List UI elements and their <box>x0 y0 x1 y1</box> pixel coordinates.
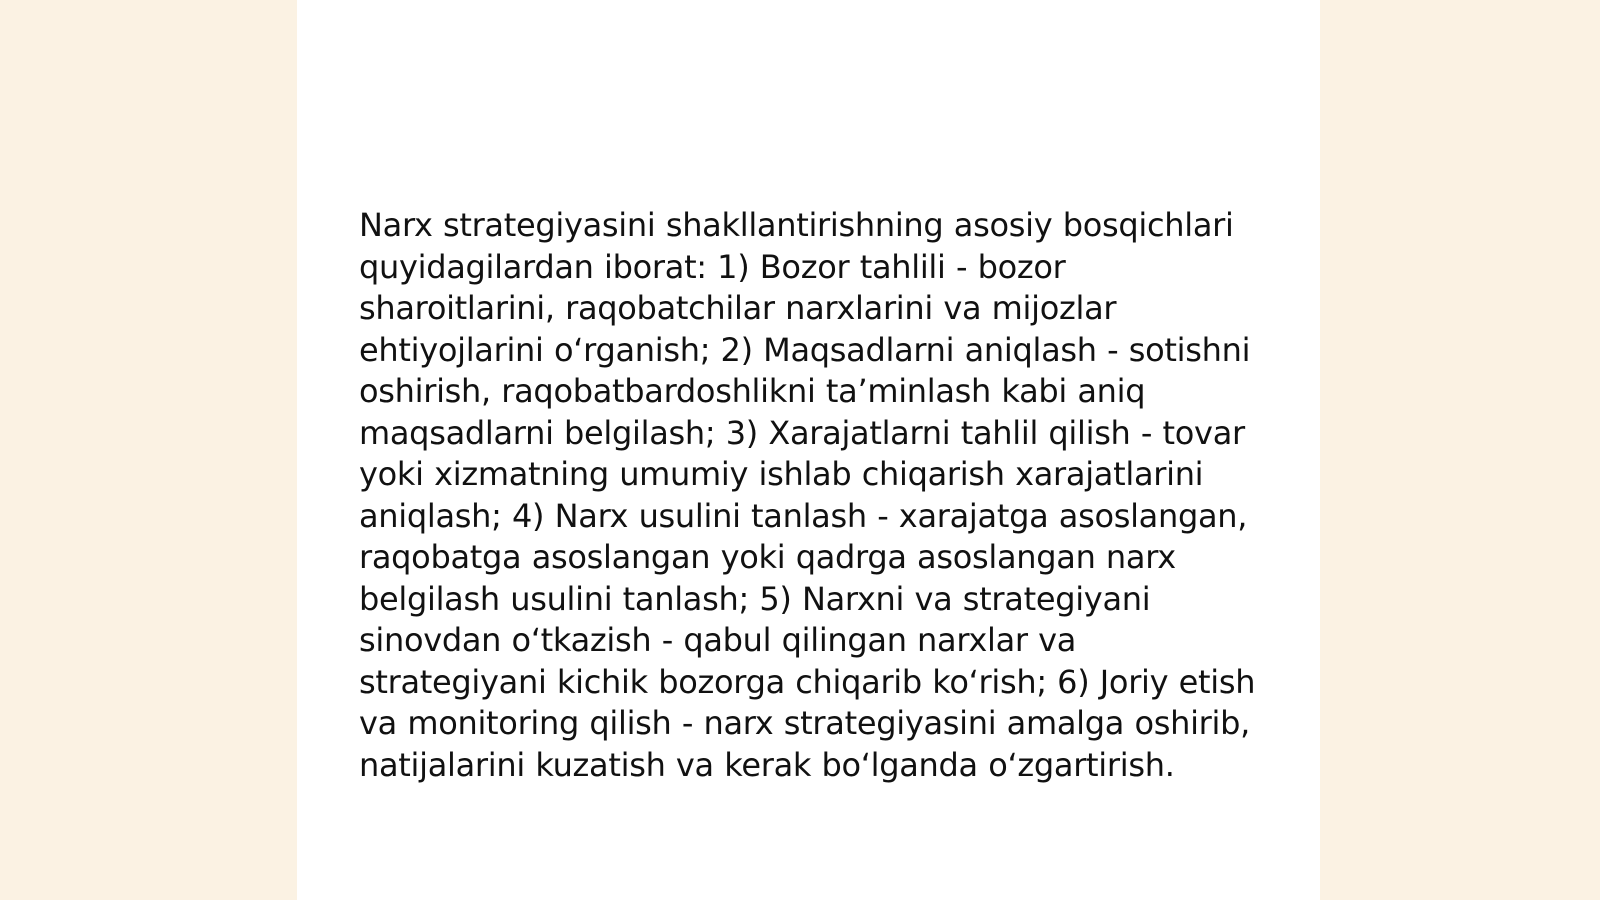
document-page <box>297 0 1320 900</box>
body-paragraph: Narx strategiyasini shakllantirishning asosiy bosqichlari quyidagilardan iborat: 1) Bozor tahlili - bozor sharoitlarini, raqobatchilar narxlarini va mijozlar ehtiyojlarini o‘rganish; 2) Maqsadlarni aniqlash - sotishni oshirish, raqobatbardoshlikni ta’minlash kabi aniq maqsadlarni belgilash; 3) Xarajatlarni tahlil qilish - tovar yoki xizmatning umumiy ishlab chiqarish xarajatlarini aniqlash; 4) Narx usulini tanlash - xarajatga asoslangan, raqobatga asoslangan yoki qadrga asoslangan narx belgilash usulini tanlash; 5) Narxni va strategiyani sinovdan o‘tkazish - qabul qilingan narxlar va strategiyani kichik bozorga chiqarib ko‘rish; 6) Joriy etish va monitoring qilish - narx strategiyasini amalga oshirib, natijalarini kuzatish va kerak bo‘lganda o‘zgartirish. <box>359 206 1256 784</box>
